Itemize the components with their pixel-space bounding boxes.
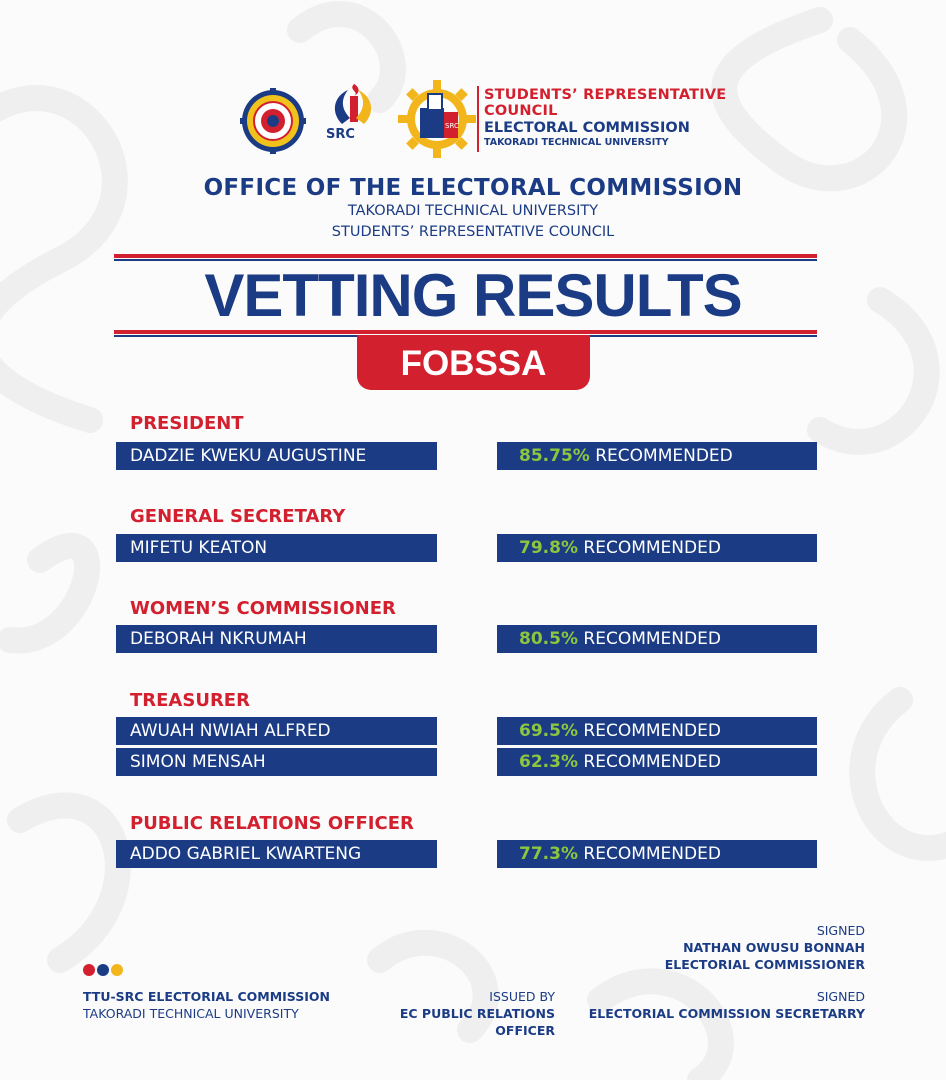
- ec-title-line-4: TAKORADI TECHNICAL UNIVERSITY: [484, 136, 669, 148]
- brand-dot-red: [83, 964, 95, 976]
- footer-secretary: [560, 989, 865, 1023]
- secretary-role: ELECTORIAL COMMISSION SECRETARRY: [588, 1005, 865, 1021]
- ec-logo-title: [484, 88, 726, 147]
- council-name: STUDENTS’ REPRESENTATIVE COUNCIL: [331, 224, 615, 240]
- candidate-score: 69.5%: [519, 721, 578, 741]
- ec-title-line-1: STUDENTS’ REPRESENTATIVE: [484, 87, 727, 103]
- candidate-status: RECOMMENDED: [595, 446, 733, 466]
- candidate-name: MIFETU KEATON: [116, 534, 437, 562]
- candidate-score: 77.3%: [519, 844, 578, 864]
- brand-dot-yellow: [111, 964, 123, 976]
- position-title: GENERAL SECRETARY: [130, 506, 346, 527]
- logo-separator: [477, 86, 479, 152]
- candidate-status: RECOMMENDED: [583, 538, 721, 558]
- candidate-name: ADDO GABRIEL KWARTENG: [116, 840, 437, 868]
- candidate-status: RECOMMENDED: [583, 629, 721, 649]
- candidate-score: 62.3%: [519, 752, 578, 772]
- candidate-result: [497, 748, 817, 776]
- candidate-score: 85.75%: [519, 446, 590, 466]
- faculty-badge: FOBSSA: [357, 335, 590, 390]
- footer-org-university: TAKORADI TECHNICAL UNIVERSITY: [83, 1005, 299, 1021]
- candidate-status: RECOMMENDED: [583, 844, 721, 864]
- issued-by-role: EC PUBLIC RELATIONS OFFICER: [399, 1005, 555, 1038]
- position-title: PUBLIC RELATIONS OFFICER: [130, 813, 414, 834]
- bottom-red-rule: [114, 330, 817, 334]
- top-red-rule: [114, 254, 817, 258]
- footer-org: [83, 989, 330, 1023]
- candidate-score: 80.5%: [519, 629, 578, 649]
- footer-issued-by: [345, 989, 555, 1040]
- candidate-result: [497, 717, 817, 745]
- signed-label-1: SIGNED: [816, 923, 865, 938]
- position-title: TREASURER: [130, 690, 250, 711]
- candidate-result: [497, 442, 817, 470]
- issued-by-label: ISSUED BY: [489, 989, 555, 1004]
- top-navy-rule: [114, 259, 817, 261]
- candidate-result: [497, 534, 817, 562]
- candidate-status: RECOMMENDED: [583, 752, 721, 772]
- candidate-status: RECOMMENDED: [583, 721, 721, 741]
- candidate-name: AWUAH NWIAH ALFRED: [116, 717, 437, 745]
- ec-title-line-2: COUNCIL: [484, 102, 558, 119]
- candidate-name: SIMON MENSAH: [116, 748, 437, 776]
- position-title: WOMEN’S COMMISSIONER: [130, 598, 396, 619]
- brand-dot-navy: [97, 964, 109, 976]
- signer-name: NATHAN OWUSU BONNAH: [683, 939, 865, 955]
- office-title: OFFICE OF THE ELECTORAL COMMISSION: [203, 175, 743, 201]
- footer-signer: [560, 923, 865, 974]
- ec-box-text: SRC: [445, 122, 459, 130]
- candidate-score: 79.8%: [519, 538, 578, 558]
- candidate-result: [497, 840, 817, 868]
- src-logo-text: SRC: [326, 127, 355, 142]
- src-logo: [320, 82, 388, 152]
- candidate-name: DEBORAH NKRUMAH: [116, 625, 437, 653]
- footer-org-name: TTU-SRC ELECTORIAL COMMISSION: [83, 989, 330, 1004]
- page-title: VETTING RESULTS: [204, 262, 742, 329]
- signer-role: ELECTORIAL COMMISSIONER: [664, 956, 865, 972]
- ec-title-line-3: ELECTORAL COMMISSION: [484, 120, 690, 136]
- university-name: TAKORADI TECHNICAL UNIVERSITY: [347, 203, 599, 219]
- signed-label-2: SIGNED: [816, 989, 865, 1004]
- position-title: PRESIDENT: [130, 413, 244, 434]
- candidate-result: [497, 625, 817, 653]
- university-seal-logo: [240, 88, 306, 154]
- candidate-name: DADZIE KWEKU AUGUSTINE: [116, 442, 437, 470]
- ec-ballot-logo: [398, 80, 476, 158]
